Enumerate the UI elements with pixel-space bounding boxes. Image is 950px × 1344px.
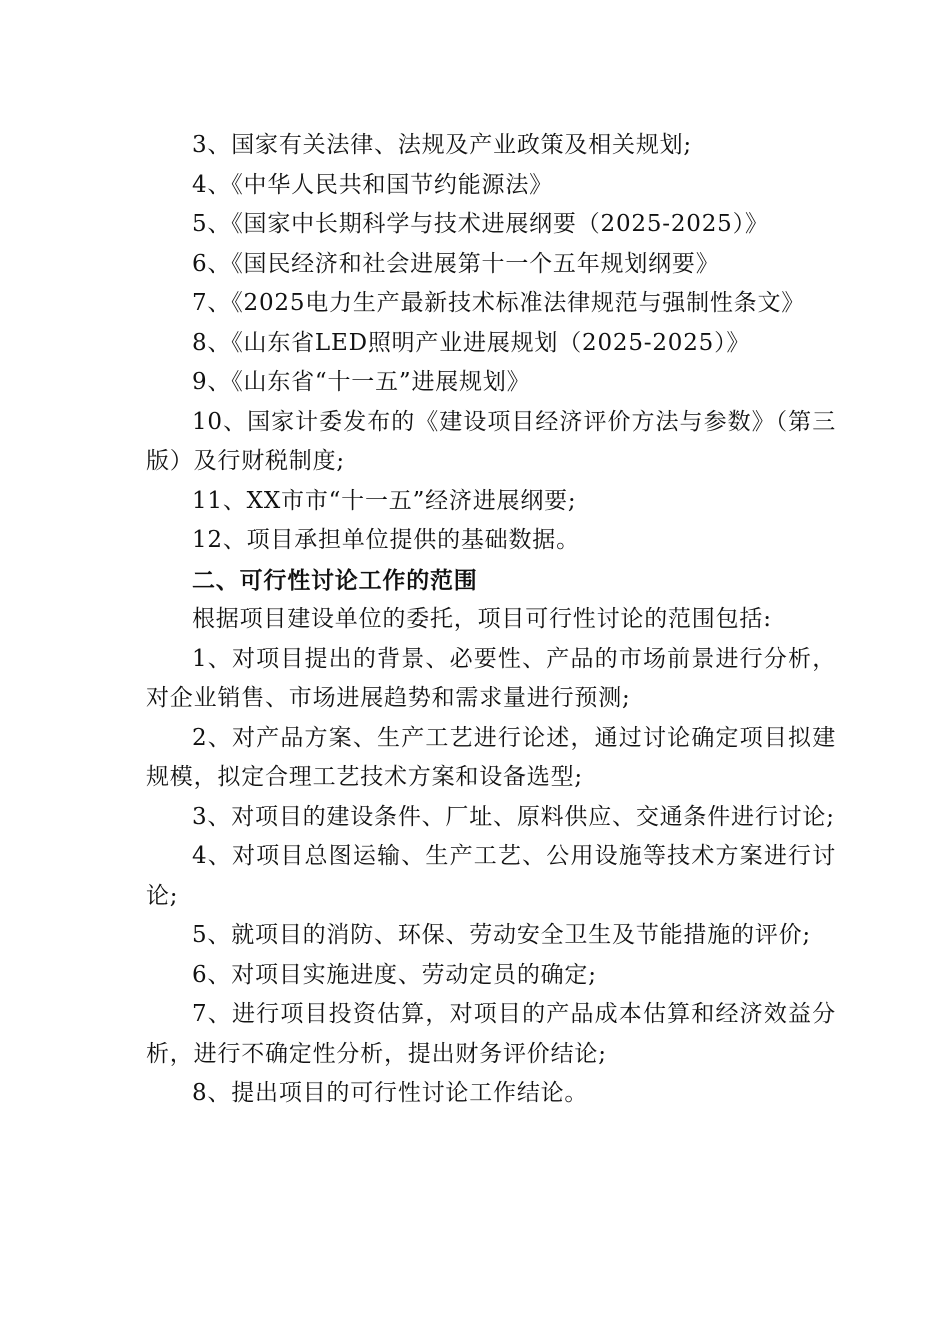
list-item: 6、对项目实施进度、劳动定员的确定; (192, 961, 597, 988)
list-item: 8、《山东省LED照明产业进展规划（2025-2025）》 (192, 329, 751, 356)
list-item: 5、就项目的消防、环保、劳动安全卫生及节能措施的评价; (192, 922, 811, 948)
list-item: 1、对项目提出的背景、必要性、产品的市场前景进行分析，对企业销售、市场进展趋势和需求量进行预测; (146, 645, 836, 711)
list-item: 10、国家计委发布的《建设项目经济评价方法与参数》（第三版）及行财税制度; (146, 408, 836, 474)
list-item: 4、《中华人民共和国节约能源法》 (192, 171, 553, 198)
list-item: 4、对项目总图运输、生产工艺、公用设施等技术方案进行讨论; (146, 843, 836, 909)
list-item: 3、对项目的建设条件、厂址、原料供应、交通条件进行讨论; (192, 803, 835, 830)
list-item: 11、XX市市“十一五”经济进展纲要; (192, 487, 577, 514)
section-heading: 二、可行性讨论工作的范围 (192, 566, 478, 594)
list-item: 7、《2025电力生产最新技术标准法律规范与强制性条文》 (192, 290, 806, 316)
list-item: 9、《山东省“十一五”进展规划》 (192, 369, 531, 395)
list-item: 3、国家有关法律、法规及产业政策及相关规划; (192, 132, 692, 158)
list-item: 12、项目承担单位提供的基础数据。 (192, 527, 580, 553)
list-item: 8、提出项目的可行性讨论工作结论。 (192, 1080, 589, 1106)
list-item: 2、对产品方案、生产工艺进行论述，通过讨论确定项目拟建规模，拟定合理工艺技术方案和设备选型; (146, 724, 836, 790)
list-item: 7、进行项目投资估算，对项目的产品成本估算和经济效益分析，进行不确定性分析，提出财务评价结论; (146, 1001, 836, 1067)
intro-paragraph: 根据项目建设单位的委托，项目可行性讨论的范围包括: (192, 606, 772, 632)
list-item: 5、《国家中长期科学与技术进展纲要（2025-2025）》 (192, 211, 769, 237)
document-body (146, 126, 836, 1114)
list-item: 6、《国民经济和社会进展第十一个五年规划纲要》 (192, 250, 720, 277)
